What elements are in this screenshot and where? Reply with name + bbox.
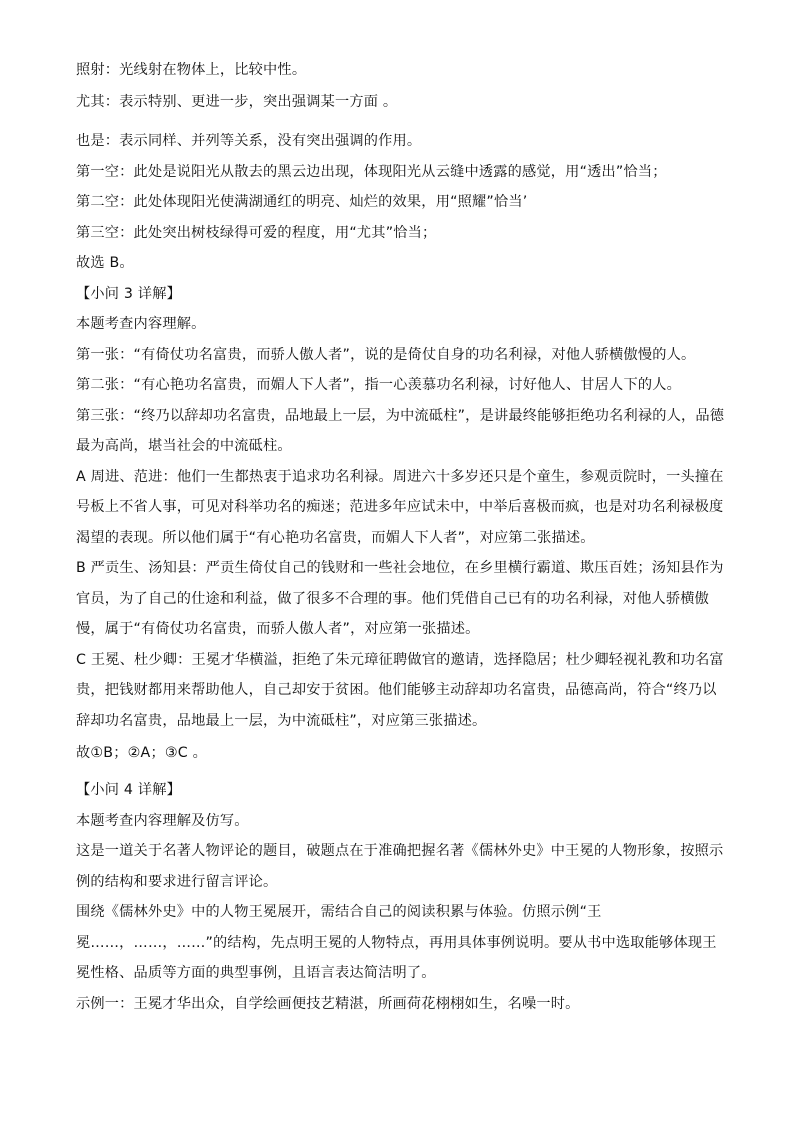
- option-a-line-3: 渴望的表现。所以他们属于“有心艳功名富贵，而媚人下人者”，对应第二张描述。: [76, 529, 595, 546]
- q3-answer: 故①B；②A；③C 。: [76, 745, 207, 761]
- card-3-explanation-line-1: 第三张：“终乃以辞却功名富贵，品地最上一层，为中流砥柱”，是讲最终能够拒绝功名利禄的人，品德: [76, 407, 725, 424]
- blank-1-explanation: 第一空：此处是说阳光从散去的黑云边出现，体现阳光从云缝中透露的感觉，用“透出”恰当；: [76, 163, 667, 180]
- q4-analysis-line-2: 例的结构和要求进行留言评论。: [76, 873, 278, 890]
- option-c-line-2: 贵，把钱财都用来帮助他人，自己却安于贫困。他们能够主动辞却功名富贵，品德高尚，符合“终乃以: [76, 682, 717, 698]
- option-a-line-2: 号板上不省人事，可见对科举功名的痴迷；范进多年应试未中，中举后喜极而疯，也是对功名利禄极度: [76, 499, 724, 515]
- option-c-line-1: C 王冕、杜少卿：王冕才华横溢，拒绝了朱元璋征聘做官的邀请，选择隐居；杜少卿轻视礼教和功名富: [76, 651, 724, 668]
- q4-guidance-line-3: 冕性格、品质等方面的典型事例，且语言表达简洁明了。: [76, 965, 436, 981]
- option-b-line-3: 慢，属于“有倚仗功名富贵，而骄人傲人者”，对应第一张描述。: [76, 621, 480, 637]
- definition-youqi: 尤其：表示特别、更进一步，突出强调某一方面 。: [76, 94, 398, 110]
- analysis-block-1: [76, 126, 725, 736]
- option-b-line-1: B 严贡生、汤知县：严贡生倚仗自己的钱财和一些社会地位，在乡里横行霸道、欺压百姓；汤知县作为: [76, 560, 724, 576]
- card-3-explanation-line-2: 最为高尚，堪当社会的中流砥柱。: [76, 438, 292, 454]
- answer-choice: 故选 B。: [76, 255, 134, 271]
- option-c-line-3: 辞却功名富贵，品地最上一层，为中流砥柱”，对应第三张描述。: [76, 712, 487, 729]
- q3-intro: 本题考查内容理解。: [76, 316, 206, 332]
- blank-3-explanation: 第三空：此处突出树枝绿得可爱的程度，用“尤其”恰当；: [76, 224, 437, 241]
- section-heading-q4: 【小问 4 详解】: [76, 782, 181, 798]
- section-heading-q3: 【小问 3 详解】: [76, 285, 181, 302]
- q4-guidance-line-1: 围绕《儒林外史》中的人物王冕展开，需结合自己的阅读积累与体验。仿照示例“王: [76, 904, 602, 920]
- q4-analysis-line-1: 这是一道关于名著人物评论的题目，破题点在于准确把握名著《儒林外史》中王冕的人物形象，按照示: [76, 843, 724, 859]
- blank-2-explanation: 第二空：此处体现阳光使满湖通红的明亮、灿烂的效果，用“照耀”恰当’: [76, 194, 528, 210]
- analysis-block-2: [76, 775, 724, 1019]
- definition-zhaoshe: 照射：光线射在物体上，比较中性。: [76, 62, 307, 78]
- card-1-explanation: 第一张：“有倚仗功名富贵，而骄人傲人者”，说的是倚仗自身的功名利禄，对他人骄横傲慢的人。: [76, 346, 696, 363]
- option-a-line-1: A 周进、范进：他们一生都热衷于追求功名利禄。周进六十多岁还只是个童生，参观贡院时，一头撞在: [76, 468, 724, 485]
- definition-yeshi: 也是：表示同样、并列等关系，没有突出强调的作用。: [76, 133, 422, 149]
- q4-intro: 本题考查内容理解及仿写。: [76, 812, 249, 829]
- document-body: [76, 58, 725, 1021]
- example-1: 示例一：王冕才华出众，自学绘画便技艺精湛，所画荷花栩栩如生，名噪一时。: [76, 995, 580, 1012]
- card-2-explanation: 第二张：“有心艳功名富贵，而媚人下人者”，指一心羡慕功名利禄，讨好他人、甘居人下的人。: [76, 377, 681, 393]
- q4-guidance-line-2: 冕……，……，……”的结构，先点明王冕的人物特点，再用具体事例说明。要从书中选取能够体现王: [76, 934, 717, 951]
- option-b-line-2: 官员，为了自己的仕途和利益，做了很多不合理的事。他们凭借自己已有的功名利禄，对他人骄横傲: [76, 590, 710, 607]
